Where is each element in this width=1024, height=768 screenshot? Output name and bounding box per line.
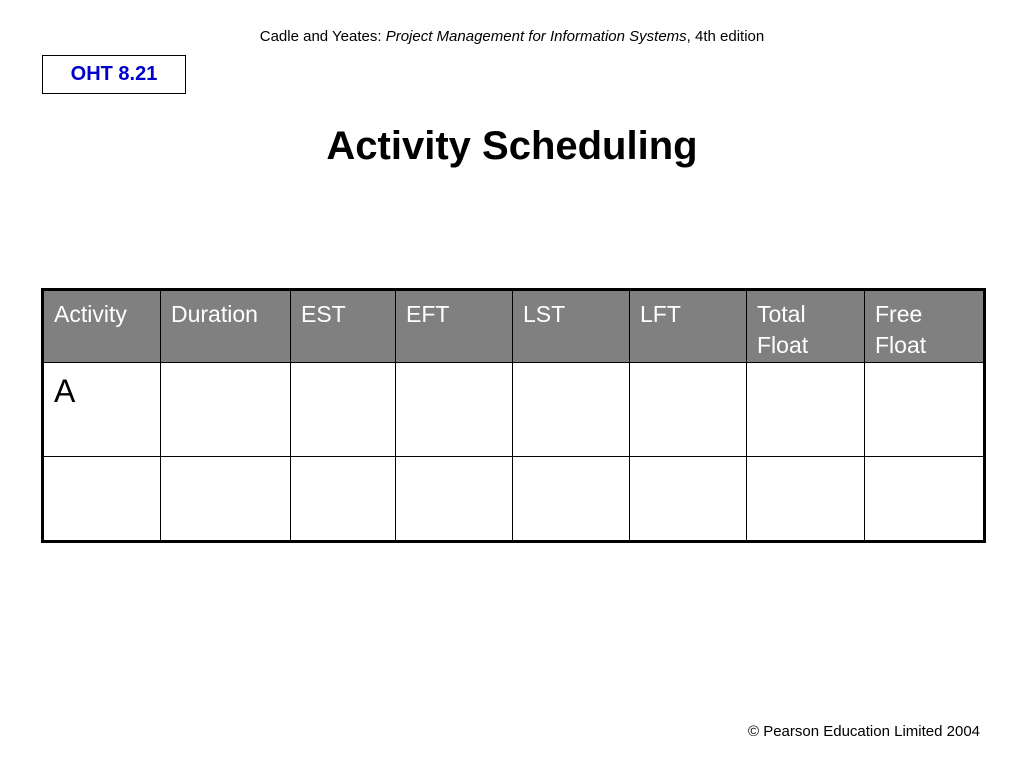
table-cell: [865, 363, 985, 457]
table-cell: A: [43, 363, 161, 457]
activity-schedule-table: [41, 288, 986, 543]
table-cell: [161, 363, 291, 457]
column-header-total-float: Total Float: [747, 290, 865, 363]
citation-edition: , 4th edition: [686, 28, 765, 45]
book-citation: [0, 27, 1024, 47]
table-cell: [630, 457, 747, 542]
table-header-row: [43, 290, 985, 363]
table-cell: [513, 457, 630, 542]
slide-label-box: [42, 55, 186, 94]
slide-label: OHT 8.21: [70, 63, 158, 85]
copyright-footer: © Pearson Education Limited 2004: [747, 723, 980, 740]
table-cell: [630, 363, 747, 457]
column-header-lst: LST: [513, 290, 630, 363]
page-title: Activity Scheduling: [326, 124, 698, 168]
table-cell: [396, 363, 513, 457]
table-row: [43, 363, 985, 457]
citation-authors: Cadle and Yeates:: [259, 28, 386, 45]
column-header-free-float: Free Float: [865, 290, 985, 363]
table-cell: [865, 457, 985, 542]
table-cell: [747, 363, 865, 457]
column-header-est: EST: [291, 290, 396, 363]
column-header-duration: Duration: [161, 290, 291, 363]
citation-book-title: Project Management for Information Systems: [385, 28, 687, 45]
table-cell: [161, 457, 291, 542]
column-header-activity: Activity: [43, 290, 161, 363]
column-header-lft: LFT: [630, 290, 747, 363]
table-cell: [513, 363, 630, 457]
table-cell: [747, 457, 865, 542]
table-row: [43, 457, 985, 542]
table-cell: [291, 457, 396, 542]
table-cell: [396, 457, 513, 542]
column-header-eft: EFT: [396, 290, 513, 363]
table-cell: [291, 363, 396, 457]
table-cell: [43, 457, 161, 542]
